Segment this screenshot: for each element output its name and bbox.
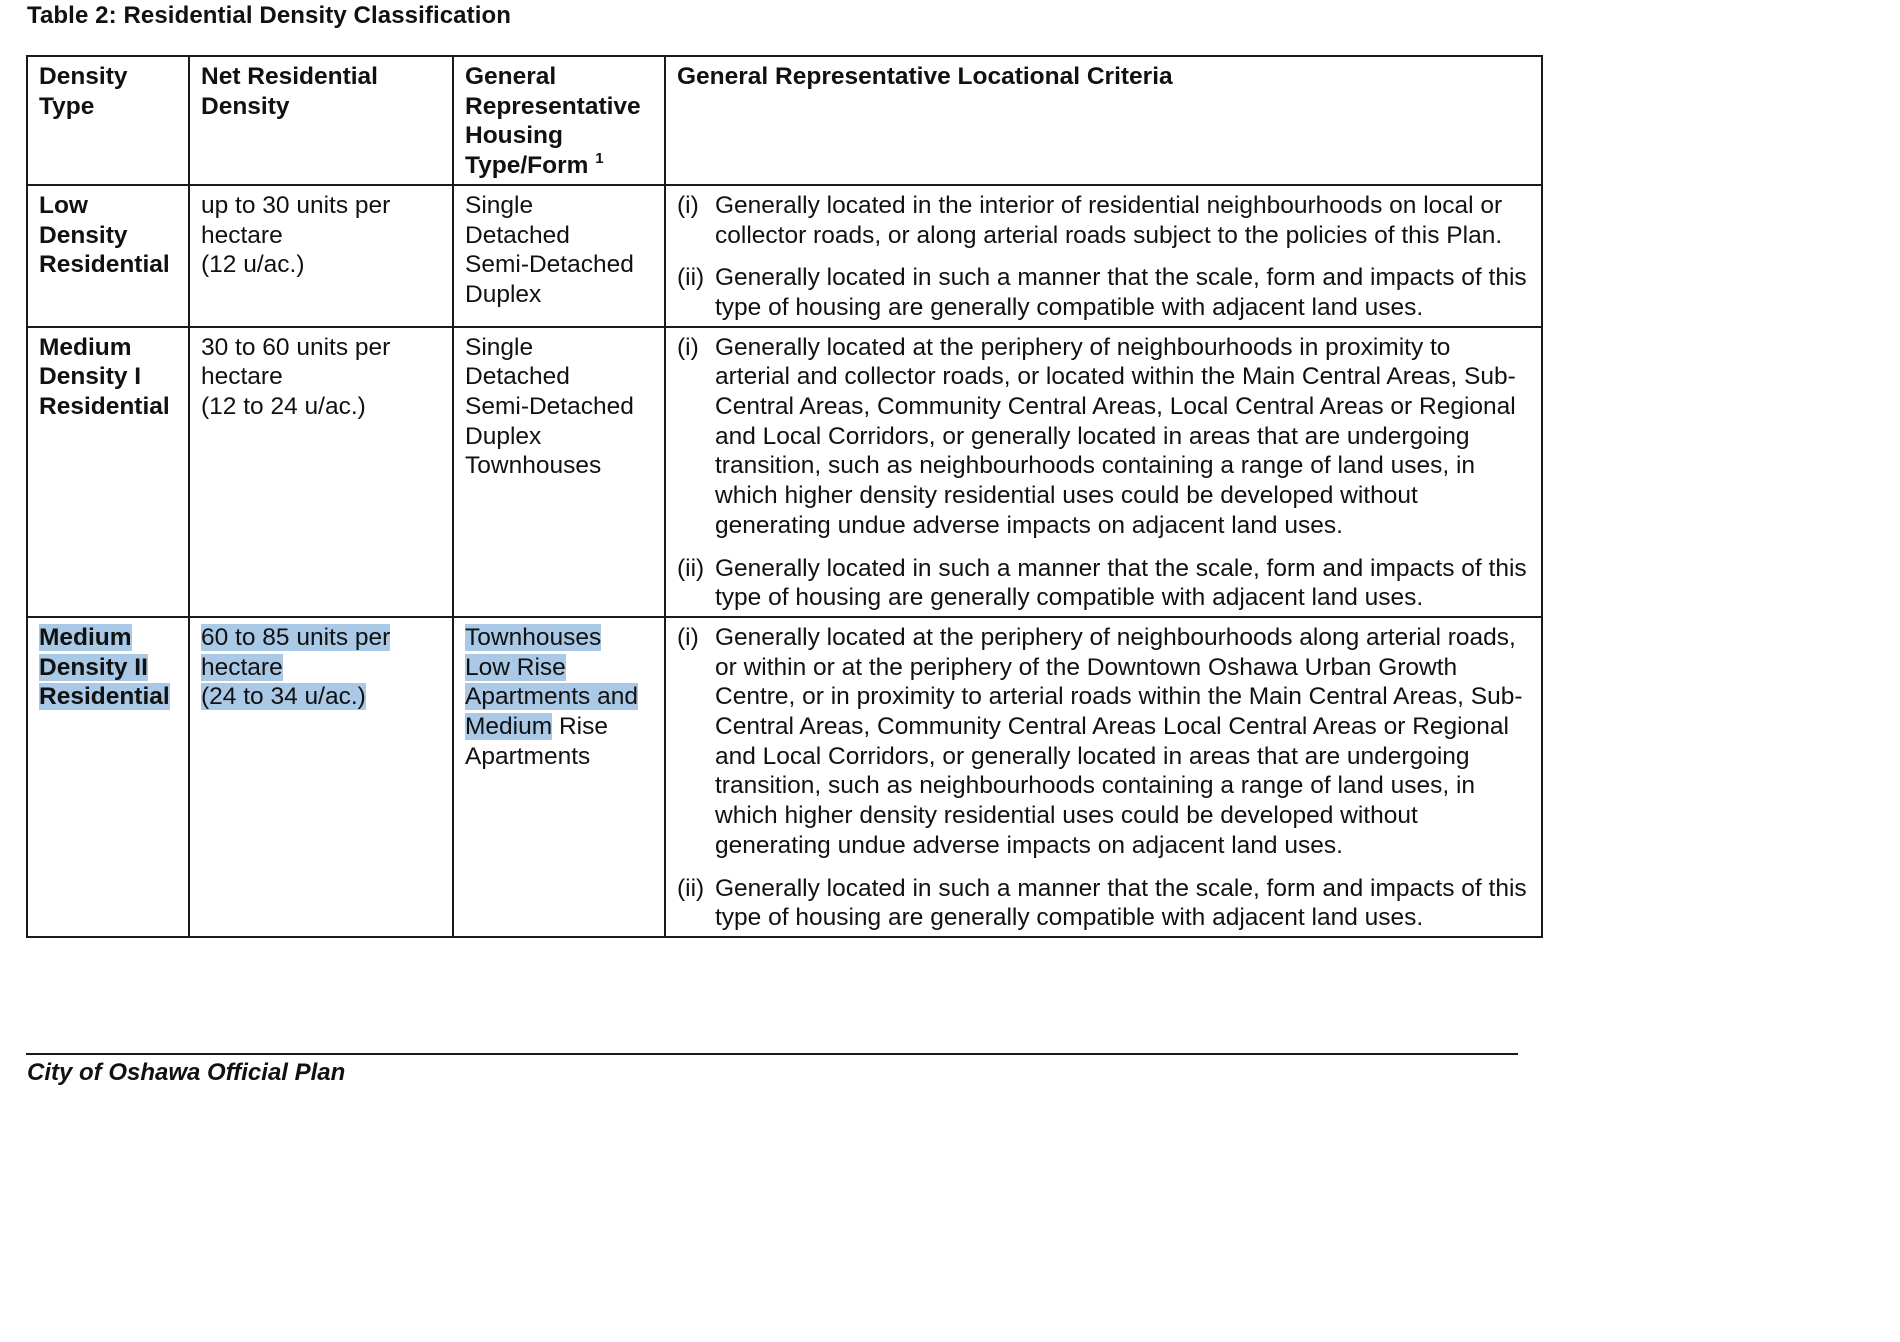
cell-net-density xyxy=(189,617,453,937)
criterion-item: (ii) Generally located in such a manner that the scale, form and impacts of this type of housing are generally compatible with adjacent land uses. xyxy=(677,554,1527,612)
cell-net-density: up to 30 units per hectare (12 u/ac.) xyxy=(189,185,453,327)
footer-divider xyxy=(26,1053,1518,1055)
text-highlight: Townhouses xyxy=(465,623,602,651)
criterion-item: (i) Generally located in the interior of residential neighbourhoods on local or collector roads, or along arterial roads subject to the policies of this Plan. xyxy=(677,191,1503,249)
text-highlight: Apartments and xyxy=(465,683,638,711)
cell-housing-type: Single Detached Semi-Detached Duplex Townhouses xyxy=(453,327,665,617)
text-highlight: Low Rise xyxy=(465,653,566,681)
table-row-medium-density-i xyxy=(27,327,1542,617)
cell-density-type: Low Density Residential xyxy=(27,185,189,327)
cell-housing-type: Single Detached Semi-Detached Duplex xyxy=(453,185,665,327)
criterion-item: (i) Generally located at the periphery of neighbourhoods in proximity to arterial and collector roads, or located within the Main Central Areas, Sub-Central Areas, Community Central Areas, Local Central Areas or Regional and Local Corridors, or generally located in areas that are undergoing transition, such as neighbourhoods containing a range of land uses, in which higher density residential uses could be developed without generating undue adverse impacts on adjacent land uses. xyxy=(677,333,1516,539)
residential-density-table xyxy=(26,55,1543,938)
text-highlight: Density II xyxy=(39,653,148,681)
table-header-row xyxy=(27,56,1542,185)
cell-locational-criteria xyxy=(665,185,1542,327)
header-locational-criteria: General Representative Locational Criteria xyxy=(665,56,1542,185)
text-highlight: (24 to 34 u/ac.) xyxy=(201,683,366,711)
table-row-medium-density-ii xyxy=(27,617,1542,937)
cell-net-density: 30 to 60 units per hectare (12 to 24 u/ac.) xyxy=(189,327,453,617)
footnote-marker: 1 xyxy=(595,150,604,168)
cell-locational-criteria xyxy=(665,617,1542,937)
header-housing-type-form: General Representative Housing Type/Form $^1$ xyxy=(453,56,665,185)
criterion-item: (i) Generally located at the periphery of neighbourhoods along arterial roads, or within or at the periphery of the Downtown Oshawa Urban Growth Centre, or in proximity to arterial roads within the Main Central Areas, Sub-Central Areas, Community Central Areas Local Central Areas or Regional and Local Corridors, or generally located in areas that are undergoing transition, such as neighbourhoods containing a range of land uses, in which higher density residential uses could be developed without generating undue adverse impacts on adjacent land uses. xyxy=(677,623,1523,859)
criterion-item: (ii) Generally located in such a manner that the scale, form and impacts of this type of housing are generally compatible with adjacent land uses. xyxy=(677,874,1527,932)
cell-housing-type: Townhouses Low Rise Apartments and Medium Rise Apartments xyxy=(453,617,665,937)
text-highlight: Medium xyxy=(39,623,132,651)
cell-locational-criteria xyxy=(665,327,1542,617)
text-highlight: Medium xyxy=(465,713,553,741)
table-title: Table 2: Residential Density Classification xyxy=(27,2,511,29)
header-density-type: Density Type xyxy=(27,56,189,185)
criterion-item: (ii) Generally located in such a manner that the scale, form and impacts of this type of housing are generally compatible with adjacent land uses. xyxy=(677,264,1527,321)
cell-density-type: Medium Density I Residential xyxy=(27,327,189,617)
cell-density-type xyxy=(27,617,189,937)
document-footer: City of Oshawa Official Plan xyxy=(27,1059,346,1086)
header-net-residential-density: Net Residential Density xyxy=(189,56,453,185)
table-row-low-density xyxy=(27,185,1542,327)
text-highlight: hectare xyxy=(201,653,283,681)
text-highlight: 60 to 85 units per xyxy=(201,623,391,651)
text-highlight: Residential xyxy=(39,683,170,711)
